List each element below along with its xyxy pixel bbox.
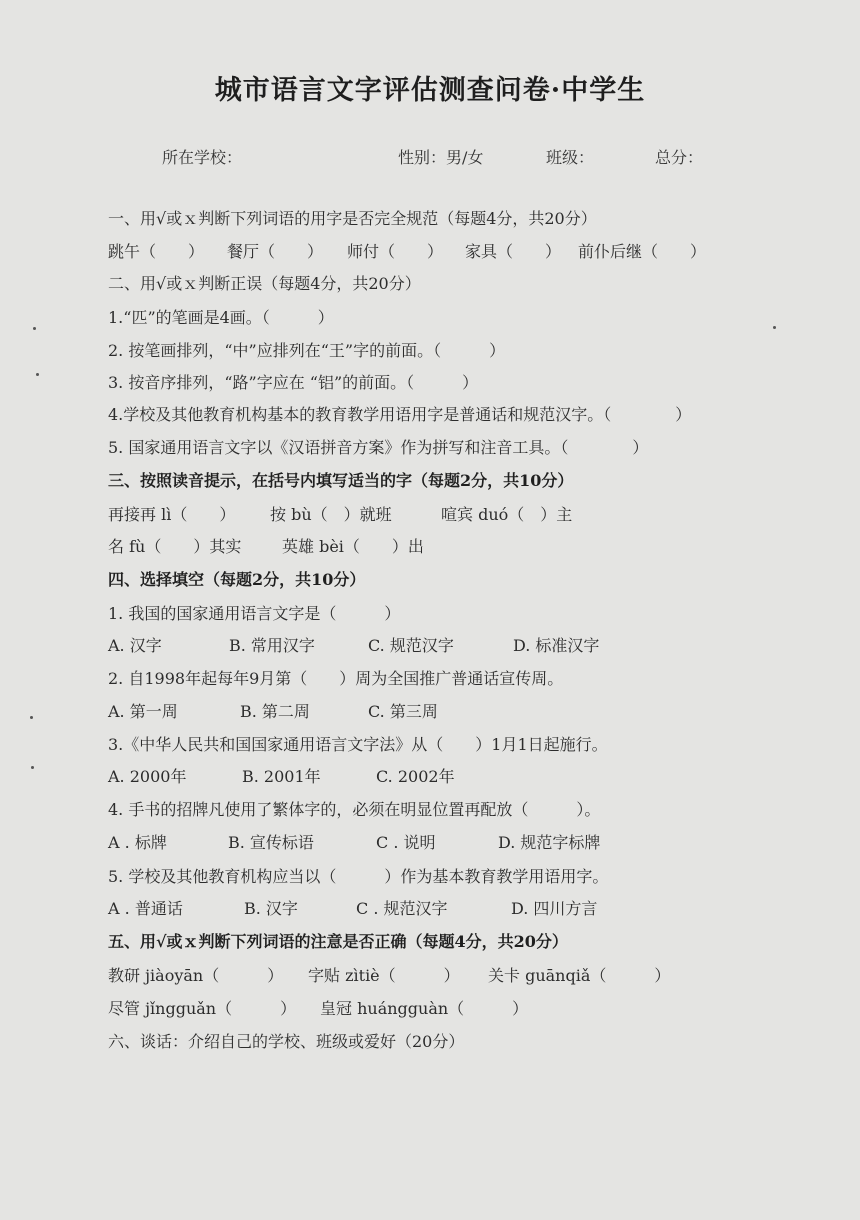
school-label: 所在学校： bbox=[162, 148, 243, 167]
s1-item-1: 跳午（ ） bbox=[108, 242, 205, 261]
s4-q3-option-b: B. 2001年 bbox=[242, 767, 321, 786]
s4-q1-option-c: C. 规范汉字 bbox=[368, 636, 454, 655]
section-1-items bbox=[108, 242, 706, 262]
s2-question-3: 3. 按音序排列，“路”字应在 “铝”的前面。（ ） bbox=[108, 373, 479, 392]
s5-item-2: 字贴 zìtiè（ ） bbox=[308, 966, 460, 985]
s4-q2-option-b: B. 第二周 bbox=[240, 702, 310, 721]
s4-q2-option-c: C. 第三周 bbox=[368, 702, 438, 721]
s2-question-4: 4.学校及其他教育机构基本的教育教学用语用字是普通话和规范汉字。（ ） bbox=[108, 405, 692, 424]
scan-speck bbox=[30, 716, 33, 719]
s4-q4-option-d: D. 规范字标牌 bbox=[498, 833, 601, 852]
s4-question-4: 4. 手书的招牌凡使用了繁体字的，必须在明显位置再配放（ ）。 bbox=[108, 800, 601, 819]
gender-label: 性别：男/女 bbox=[398, 148, 484, 167]
scan-speck bbox=[773, 326, 776, 329]
s3-item-4: 名 fù（ ）其实 bbox=[108, 537, 242, 556]
s4-question-3: 3.《中华人民共和国国家通用语言文字法》从（ ）1月1日起施行。 bbox=[108, 735, 608, 754]
s4-question-5: 5. 学校及其他教育机构应当以（ ）作为基本教育教学用语用字。 bbox=[108, 867, 609, 886]
s4-options-2 bbox=[108, 702, 438, 722]
s5-item-1: 教研 jiàoyān（ ） bbox=[108, 966, 284, 985]
s2-question-1: 1.“匹”的笔画是4画。（ ） bbox=[108, 308, 334, 327]
s1-item-4: 家具（ ） bbox=[465, 242, 562, 261]
s5-item-5: 皇冠 huángguàn（ ） bbox=[320, 999, 529, 1018]
scan-speck bbox=[31, 766, 34, 769]
s4-options-5 bbox=[108, 899, 597, 919]
s4-question-1: 1. 我国的国家通用语言文字是（ ） bbox=[108, 604, 401, 623]
s3-item-2: 按 bù（ ）就班 bbox=[270, 505, 392, 524]
s4-q3-option-a: A. 2000年 bbox=[108, 767, 187, 786]
section-1-heading: 一、用√或ｘ判断下列词语的用字是否完全规范（每题4分，共20分） bbox=[108, 209, 597, 228]
s4-q5-option-a: A . 普通话 bbox=[108, 899, 183, 918]
s4-q1-option-b: B. 常用汉字 bbox=[229, 636, 315, 655]
scan-speck bbox=[33, 327, 36, 330]
section-5-heading: 五、用√或ｘ判断下列词语的注意是否正确（每题4分，共20分） bbox=[108, 932, 568, 951]
s4-q3-option-c: C. 2002年 bbox=[376, 767, 455, 786]
s4-q5-option-b: B. 汉字 bbox=[244, 899, 298, 918]
s5-item-3: 关卡 guānqiǎ（ ） bbox=[488, 966, 671, 985]
s4-q1-option-a: A. 汉字 bbox=[108, 636, 162, 655]
s4-question-2: 2. 自1998年起每年9月第（ ）周为全国推广普通话宣传周。 bbox=[108, 669, 564, 688]
s4-q5-option-d: D. 四川方言 bbox=[511, 899, 598, 918]
s3-item-3: 喧宾 duó（ ）主 bbox=[441, 505, 573, 524]
s4-options-4 bbox=[108, 833, 600, 853]
section-3-row-1 bbox=[108, 505, 572, 525]
section-4-heading: 四、选择填空（每题2分，共10分） bbox=[108, 570, 366, 589]
s4-q5-option-c: C . 规范汉字 bbox=[356, 899, 448, 918]
class-label: 班级： bbox=[546, 148, 595, 167]
scan-speck bbox=[36, 373, 39, 376]
s4-q4-option-c: C . 说明 bbox=[376, 833, 436, 852]
s1-item-5: 前仆后继（ ） bbox=[578, 242, 707, 261]
section-5-row-1 bbox=[108, 966, 670, 986]
s4-options-1 bbox=[108, 636, 599, 656]
s4-q2-option-a: A. 第一周 bbox=[108, 702, 178, 721]
section-5-row-2 bbox=[108, 999, 528, 1019]
section-2-heading: 二、用√或ｘ判断正误（每题4分，共20分） bbox=[108, 274, 421, 293]
page-title: 城市语言文字评估测查问卷·中学生 bbox=[214, 75, 646, 106]
s4-q4-option-a: A . 标牌 bbox=[108, 833, 167, 852]
s2-question-5: 5. 国家通用语言文字以《汉语拼音方案》作为拼写和注音工具。（ ） bbox=[108, 438, 649, 457]
section-3-heading: 三、按照读音提示，在括号内填写适当的字（每题2分，共10分） bbox=[108, 471, 574, 490]
section-3-row-2 bbox=[108, 537, 424, 557]
s1-item-3: 师付（ ） bbox=[347, 242, 444, 261]
s4-options-3 bbox=[108, 767, 455, 787]
s1-item-2: 餐厅（ ） bbox=[227, 242, 324, 261]
s3-item-1: 再接再 lì（ ） bbox=[108, 505, 236, 524]
section-6-heading: 六、谈话：介绍自己的学校、班级或爱好（20分） bbox=[108, 1032, 465, 1051]
s3-item-5: 英雄 bèi（ ）出 bbox=[282, 537, 424, 556]
s2-question-2: 2. 按笔画排列，“中”应排列在“王”字的前面。（ ） bbox=[108, 341, 506, 360]
s4-q1-option-d: D. 标准汉字 bbox=[513, 636, 600, 655]
s5-item-4: 尽管 jǐngguǎn（ ） bbox=[108, 999, 297, 1018]
s4-q4-option-b: B. 宣传标语 bbox=[228, 833, 314, 852]
score-label: 总分： bbox=[655, 148, 704, 167]
